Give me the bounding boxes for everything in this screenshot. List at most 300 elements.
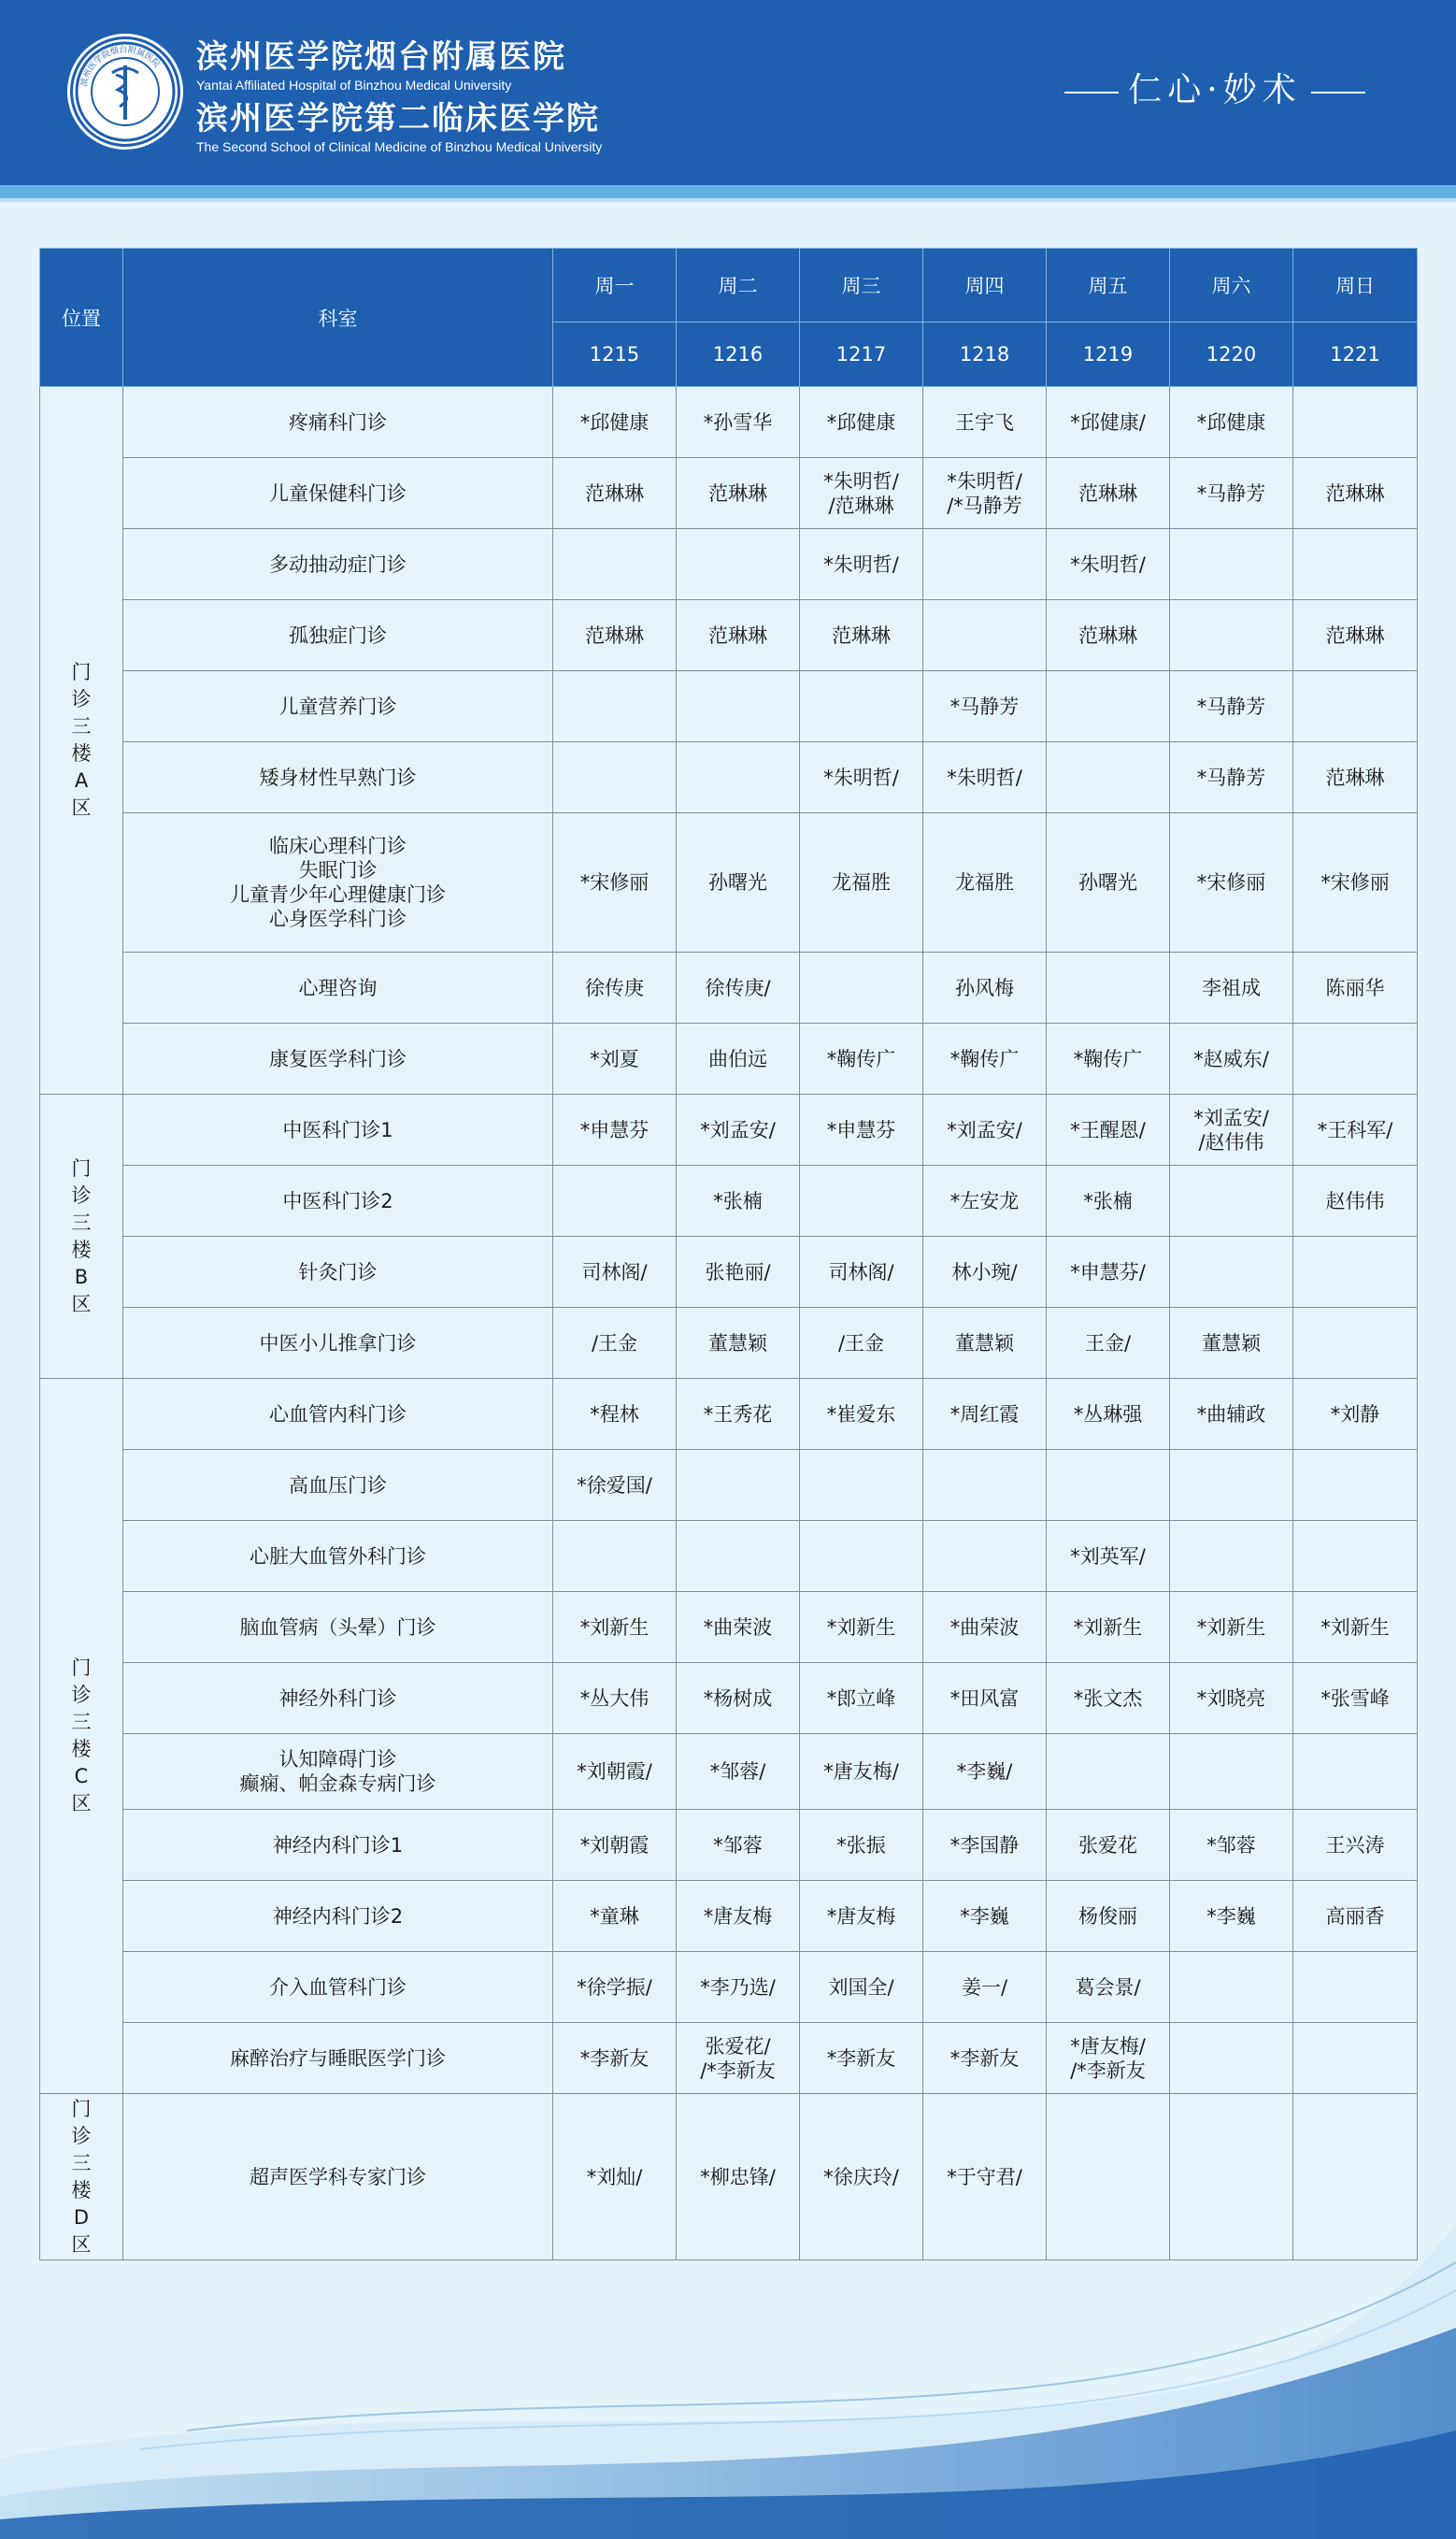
department-name-line: 认知障碍门诊 bbox=[278, 1748, 397, 1771]
doctor-name: *朱明哲/ bbox=[823, 469, 899, 493]
doctor-name: *鞠传广 bbox=[949, 1047, 1020, 1070]
doctor-cell bbox=[677, 1734, 800, 1810]
doctor-name: 龙福胜 bbox=[955, 871, 1014, 894]
department-name bbox=[123, 2094, 553, 2260]
doctor-name: 王宇飞 bbox=[955, 410, 1014, 434]
zone-label-char: 诊 bbox=[71, 1183, 92, 1207]
doctor-cell bbox=[1293, 1237, 1418, 1308]
doctor-name: *邱健康/ bbox=[1070, 410, 1146, 434]
doctor-cell bbox=[1170, 1734, 1293, 1810]
doctor-cell bbox=[1293, 1881, 1418, 1952]
department-name-line: 中医科门诊1 bbox=[282, 1118, 393, 1141]
doctor-cell bbox=[800, 1734, 923, 1810]
doctor-cell bbox=[800, 1237, 923, 1308]
doctor-name: *崔爱东 bbox=[826, 1402, 896, 1426]
doctor-name: *鞠传广 bbox=[826, 1047, 896, 1070]
doctor-cell bbox=[677, 387, 800, 458]
doctor-cell bbox=[1293, 742, 1418, 813]
doctor-cell bbox=[923, 953, 1047, 1024]
doctor-name: *宋修丽 bbox=[1320, 871, 1390, 894]
doctor-cell bbox=[553, 1881, 677, 1952]
doctor-name: *刘朝霞/ bbox=[577, 1760, 652, 1783]
department-name-line: 心脏大血管外科门诊 bbox=[250, 1544, 426, 1568]
doctor-cell bbox=[1293, 1592, 1418, 1663]
doctor-name: *刘新生 bbox=[826, 1615, 896, 1639]
department-name-line: 孤独症门诊 bbox=[289, 624, 387, 647]
doctor-name: 王兴涛 bbox=[1325, 1833, 1385, 1857]
day-header-mon: 周一 bbox=[553, 249, 677, 323]
doctor-cell bbox=[677, 1810, 800, 1881]
department-header: 科室 bbox=[123, 249, 553, 387]
doctor-cell bbox=[1170, 529, 1293, 600]
doctor-cell bbox=[800, 813, 923, 953]
schedule-row bbox=[40, 1881, 1418, 1952]
schedule-row bbox=[40, 1810, 1418, 1881]
doctor-name: *曲荣波 bbox=[949, 1615, 1020, 1639]
doctor-cell bbox=[1170, 1237, 1293, 1308]
doctor-name: *李巍 bbox=[960, 1904, 1009, 1928]
doctor-cell bbox=[923, 1095, 1047, 1166]
zone-label-char: 三 bbox=[71, 2151, 92, 2174]
zone-label-char: 诊 bbox=[71, 1684, 92, 1706]
doctor-cell bbox=[800, 387, 923, 458]
doctor-name: 陈丽华 bbox=[1325, 976, 1385, 999]
doctor-cell bbox=[923, 1024, 1047, 1095]
zone-label-char: 诊 bbox=[71, 2124, 92, 2147]
logo-text: 滨州医学院烟台附属医院 bbox=[79, 45, 162, 88]
zone-label-char: 三 bbox=[71, 1711, 92, 1733]
department-name bbox=[123, 1810, 553, 1881]
doctor-name: 高丽香 bbox=[1325, 1904, 1385, 1928]
doctor-cell bbox=[923, 387, 1047, 458]
zone-label-char: 楼 bbox=[71, 1738, 92, 1760]
doctor-cell bbox=[1293, 671, 1418, 742]
doctor-cell bbox=[1047, 1166, 1170, 1237]
doctor-cell bbox=[553, 1237, 677, 1308]
doctor-cell bbox=[1047, 1379, 1170, 1450]
doctor-name: *张楠 bbox=[1083, 1189, 1133, 1212]
doctor-name: *朱明哲/ bbox=[823, 552, 899, 576]
doctor-cell bbox=[800, 742, 923, 813]
doctor-cell bbox=[1170, 1810, 1293, 1881]
doctor-name: *申慧芬 bbox=[579, 1118, 649, 1141]
doctor-cell bbox=[1170, 742, 1293, 813]
doctor-cell bbox=[677, 1237, 800, 1308]
doctor-name: *刘朝霞 bbox=[579, 1833, 649, 1857]
doctor-name: 葛会景/ bbox=[1075, 1975, 1141, 1999]
doctor-cell bbox=[800, 2023, 923, 2094]
schedule-row bbox=[40, 1237, 1418, 1308]
doctor-cell bbox=[1047, 387, 1170, 458]
doctor-cell bbox=[1170, 458, 1293, 529]
doctor-cell bbox=[923, 671, 1047, 742]
doctor-name: *邱健康 bbox=[1196, 410, 1266, 434]
doctor-name: 杨俊丽 bbox=[1078, 1904, 1137, 1928]
doctor-name: *徐爱国/ bbox=[577, 1473, 652, 1497]
doctor-cell bbox=[1293, 1663, 1418, 1734]
doctor-cell bbox=[553, 1592, 677, 1663]
department-name bbox=[123, 1095, 553, 1166]
doctor-cell bbox=[677, 1024, 800, 1095]
doctor-name: *鞠传广 bbox=[1073, 1047, 1143, 1070]
doctor-name: *刘新生 bbox=[579, 1615, 649, 1639]
doctor-cell bbox=[923, 742, 1047, 813]
doctor-cell bbox=[1047, 458, 1170, 529]
doctor-name: *邱健康 bbox=[579, 410, 649, 434]
doctor-cell bbox=[1293, 458, 1418, 529]
doctor-name: *邹蓉 bbox=[1206, 1833, 1256, 1857]
motto-text: 仁心·妙术 bbox=[1128, 71, 1302, 109]
doctor-cell bbox=[1170, 1521, 1293, 1592]
department-name bbox=[123, 2023, 553, 2094]
doctor-cell bbox=[1170, 2023, 1293, 2094]
doctor-cell bbox=[553, 1379, 677, 1450]
doctor-cell bbox=[1047, 1734, 1170, 1810]
department-name bbox=[123, 813, 553, 953]
doctor-cell bbox=[553, 1663, 677, 1734]
schedule-row bbox=[40, 1592, 1418, 1663]
doctor-cell bbox=[923, 1166, 1047, 1237]
doctor-cell bbox=[923, 1521, 1047, 1592]
zone-label-char: B bbox=[74, 1265, 89, 1288]
doctor-name: 龙福胜 bbox=[832, 871, 891, 894]
department-name-line: 儿童营养门诊 bbox=[278, 695, 397, 718]
doctor-name: 孙风梅 bbox=[955, 976, 1014, 999]
zone-label bbox=[40, 2094, 123, 2260]
doctor-name: 孙曙光 bbox=[708, 871, 767, 894]
doctor-cell bbox=[1170, 1952, 1293, 2023]
doctor-cell bbox=[1293, 2023, 1418, 2094]
schedule-row bbox=[40, 1663, 1418, 1734]
doctor-name: 王金/ bbox=[1084, 1331, 1132, 1355]
doctor-cell bbox=[1293, 1450, 1418, 1521]
doctor-cell bbox=[677, 600, 800, 671]
doctor-cell bbox=[677, 458, 800, 529]
doctor-cell bbox=[1170, 671, 1293, 742]
doctor-cell bbox=[1047, 600, 1170, 671]
doctor-name: *杨树成 bbox=[703, 1686, 773, 1710]
department-name-line: 脑血管病（头晕）门诊 bbox=[239, 1615, 436, 1639]
doctor-name: *刘新生 bbox=[1073, 1615, 1143, 1639]
doctor-cell bbox=[1293, 1810, 1418, 1881]
doctor-name: *张振 bbox=[836, 1833, 886, 1857]
department-name-line: 心身医学科门诊 bbox=[269, 908, 407, 930]
doctor-name: /*李新友 bbox=[700, 2058, 776, 2082]
motto-line-right bbox=[1311, 92, 1365, 93]
doctor-name: *王科军/ bbox=[1317, 1118, 1393, 1141]
doctor-cell bbox=[923, 1881, 1047, 1952]
doctor-cell bbox=[1047, 1024, 1170, 1095]
doctor-cell bbox=[553, 1810, 677, 1881]
doctor-cell bbox=[1170, 1095, 1293, 1166]
doctor-name: 范琳琳 bbox=[585, 624, 644, 647]
doctor-cell bbox=[677, 953, 800, 1024]
schedule-row bbox=[40, 1379, 1418, 1450]
doctor-name: *李巍/ bbox=[956, 1760, 1013, 1783]
doctor-cell bbox=[1047, 1592, 1170, 1663]
doctor-name: *刘孟安/ bbox=[947, 1118, 1022, 1141]
schedule-row bbox=[40, 742, 1418, 813]
doctor-name: 曲伯远 bbox=[708, 1047, 767, 1070]
doctor-name: *刘孟安/ bbox=[700, 1118, 776, 1141]
doctor-cell bbox=[1170, 1308, 1293, 1379]
schedule-row bbox=[40, 1952, 1418, 2023]
department-name bbox=[123, 1663, 553, 1734]
doctor-cell bbox=[553, 600, 677, 671]
schedule-row bbox=[40, 813, 1418, 953]
doctor-name: *申慧芬/ bbox=[1070, 1260, 1146, 1284]
doctor-cell bbox=[553, 529, 677, 600]
doctor-cell bbox=[677, 529, 800, 600]
doctor-name: *童琳 bbox=[590, 1904, 639, 1928]
doctor-name: *孙雪华 bbox=[703, 410, 773, 434]
doctor-cell bbox=[553, 2094, 677, 2260]
doctor-cell bbox=[800, 458, 923, 529]
doctor-cell bbox=[553, 1095, 677, 1166]
department-name bbox=[123, 1592, 553, 1663]
doctor-cell bbox=[1170, 1379, 1293, 1450]
doctor-cell bbox=[1170, 813, 1293, 953]
department-name bbox=[123, 1521, 553, 1592]
doctor-cell bbox=[923, 1592, 1047, 1663]
doctor-cell bbox=[923, 458, 1047, 529]
doctor-name: *唐友梅 bbox=[703, 1904, 773, 1928]
zone-label-char: C bbox=[74, 1765, 89, 1787]
department-name bbox=[123, 458, 553, 529]
doctor-name: 范琳琳 bbox=[1325, 481, 1385, 505]
doctor-name: /*李新友 bbox=[1070, 2058, 1146, 2082]
doctor-cell bbox=[1293, 529, 1418, 600]
doctor-cell bbox=[1170, 953, 1293, 1024]
doctor-cell bbox=[800, 600, 923, 671]
doctor-cell bbox=[1293, 1024, 1418, 1095]
doctor-name: 赵伟伟 bbox=[1325, 1189, 1385, 1212]
day-header-fri: 周五 bbox=[1047, 249, 1170, 323]
department-name bbox=[123, 600, 553, 671]
doctor-cell bbox=[677, 813, 800, 953]
doctor-cell bbox=[677, 1308, 800, 1379]
schedule-row bbox=[40, 2094, 1418, 2260]
department-name bbox=[123, 1237, 553, 1308]
doctor-cell bbox=[1047, 1237, 1170, 1308]
doctor-name: *张楠 bbox=[713, 1189, 763, 1212]
doctor-name: 范琳琳 bbox=[585, 481, 644, 505]
doctor-cell bbox=[1047, 1663, 1170, 1734]
zone-label-char: 区 bbox=[71, 1792, 92, 1815]
hospital-brand bbox=[196, 37, 602, 161]
doctor-name: *宋修丽 bbox=[1196, 871, 1266, 894]
doctor-cell bbox=[800, 953, 923, 1024]
doctor-name: 范琳琳 bbox=[708, 624, 767, 647]
doctor-name: 孙曙光 bbox=[1078, 871, 1137, 894]
department-name-line: 中医小儿推拿门诊 bbox=[259, 1331, 417, 1355]
doctor-cell bbox=[800, 1952, 923, 2023]
doctor-name: *刘新生 bbox=[1320, 1615, 1390, 1639]
schedule-row bbox=[40, 1521, 1418, 1592]
doctor-name: *周红霞 bbox=[949, 1402, 1020, 1426]
zone-label-char: 门 bbox=[71, 2097, 92, 2120]
doctor-name: 张爱花 bbox=[1078, 1833, 1137, 1857]
motto bbox=[1037, 67, 1392, 114]
doctor-name: *李新友 bbox=[826, 2046, 896, 2070]
schedule-row bbox=[40, 1166, 1418, 1237]
doctor-cell bbox=[1170, 600, 1293, 671]
zone-label-char: D bbox=[73, 2205, 90, 2229]
doctor-name: *李乃选/ bbox=[700, 1975, 776, 1999]
hospital-name-cn: 滨州医学院烟台附属医院 bbox=[196, 38, 566, 76]
doctor-cell bbox=[923, 813, 1047, 953]
department-name bbox=[123, 1952, 553, 2023]
doctor-name: 司林阁/ bbox=[581, 1260, 648, 1284]
doctor-cell bbox=[1293, 953, 1418, 1024]
doctor-name: *马静芳 bbox=[1196, 766, 1266, 789]
department-name-line: 介入血管科门诊 bbox=[269, 1975, 407, 1999]
zone-label-char: 楼 bbox=[71, 2178, 92, 2202]
doctor-cell bbox=[1047, 1308, 1170, 1379]
doctor-cell bbox=[553, 953, 677, 1024]
doctor-name: 张爱花/ bbox=[705, 2034, 771, 2058]
department-name-line: 中医科门诊2 bbox=[282, 1189, 393, 1212]
doctor-cell bbox=[553, 742, 677, 813]
doctor-cell bbox=[1047, 1952, 1170, 2023]
doctor-cell bbox=[800, 1166, 923, 1237]
doctor-cell bbox=[553, 1952, 677, 2023]
department-name bbox=[123, 1379, 553, 1450]
doctor-cell bbox=[800, 1663, 923, 1734]
doctor-cell bbox=[1170, 1450, 1293, 1521]
doctor-cell bbox=[553, 387, 677, 458]
doctor-cell bbox=[1170, 2094, 1293, 2260]
doctor-cell bbox=[1293, 1308, 1418, 1379]
doctor-name: 李祖成 bbox=[1202, 976, 1261, 999]
position-header: 位置 bbox=[40, 249, 123, 387]
doctor-name: *王秀花 bbox=[703, 1402, 773, 1426]
doctor-cell bbox=[677, 1881, 800, 1952]
zone-label-char: 区 bbox=[71, 2232, 92, 2256]
zone-label-char: 诊 bbox=[71, 688, 92, 710]
doctor-cell bbox=[677, 1521, 800, 1592]
doctor-cell bbox=[553, 458, 677, 529]
doctor-cell bbox=[923, 1379, 1047, 1450]
schedule-row bbox=[40, 1450, 1418, 1521]
department-name bbox=[123, 1024, 553, 1095]
schedule-row bbox=[40, 529, 1418, 600]
schedule-row bbox=[40, 387, 1418, 458]
schedule-row bbox=[40, 600, 1418, 671]
doctor-name: *曲荣波 bbox=[703, 1615, 773, 1639]
doctor-name: *徐庆玲/ bbox=[823, 2165, 899, 2188]
zone-label-char: A bbox=[74, 769, 89, 792]
doctor-name: *朱明哲/ bbox=[1070, 552, 1146, 576]
doctor-cell bbox=[553, 1024, 677, 1095]
doctor-cell bbox=[677, 1952, 800, 2023]
doctor-name: *丛大伟 bbox=[579, 1686, 649, 1710]
doctor-cell bbox=[1047, 2023, 1170, 2094]
schedule-body bbox=[40, 387, 1418, 2260]
schedule-row bbox=[40, 1308, 1418, 1379]
doctor-cell bbox=[800, 1450, 923, 1521]
doctor-name: *田风富 bbox=[949, 1686, 1020, 1710]
doctor-cell bbox=[1047, 1810, 1170, 1881]
doctor-name: *李国静 bbox=[949, 1833, 1020, 1857]
header-stripe-light bbox=[0, 198, 1456, 202]
doctor-name: *张文杰 bbox=[1073, 1686, 1143, 1710]
department-name bbox=[123, 1308, 553, 1379]
zone-label-char: 区 bbox=[71, 1292, 92, 1315]
doctor-name: *朱明哲/ bbox=[823, 766, 899, 789]
doctor-cell bbox=[677, 1592, 800, 1663]
zone-label-char: 楼 bbox=[71, 1238, 92, 1261]
doctor-cell bbox=[553, 2023, 677, 2094]
doctor-name: *刘夏 bbox=[590, 1047, 639, 1070]
doctor-name: *徐学振/ bbox=[577, 1975, 652, 1999]
doctor-cell bbox=[1293, 600, 1418, 671]
department-name-line: 神经内科门诊2 bbox=[272, 1904, 404, 1928]
doctor-cell bbox=[1293, 1734, 1418, 1810]
doctor-cell bbox=[800, 2094, 923, 2260]
doctor-cell bbox=[800, 1379, 923, 1450]
date-header-thu: 1218 bbox=[923, 323, 1047, 387]
doctor-cell bbox=[800, 1810, 923, 1881]
doctor-name: 徐传庚/ bbox=[705, 976, 771, 999]
doctor-name: 范琳琳 bbox=[708, 481, 767, 505]
doctor-name: *柳忠锋/ bbox=[700, 2165, 776, 2188]
doctor-cell bbox=[1170, 1663, 1293, 1734]
department-name bbox=[123, 529, 553, 600]
doctor-name: 徐传庚 bbox=[585, 976, 644, 999]
department-name-line: 儿童保健科门诊 bbox=[269, 481, 407, 505]
schedule-row bbox=[40, 1024, 1418, 1095]
doctor-name: *邱健康 bbox=[826, 410, 896, 434]
schedule-row bbox=[40, 1734, 1418, 1810]
doctor-cell bbox=[1047, 671, 1170, 742]
department-name-line: 心理咨询 bbox=[298, 976, 378, 999]
doctor-name: *朱明哲/ bbox=[947, 469, 1022, 493]
department-name bbox=[123, 671, 553, 742]
date-header-sat: 1220 bbox=[1170, 323, 1293, 387]
department-name-line: 麻醉治疗与睡眠医学门诊 bbox=[230, 2046, 446, 2070]
doctor-cell bbox=[1170, 1881, 1293, 1952]
school-name-cn: 滨州医学院第二临床医学院 bbox=[196, 100, 600, 137]
date-header-wed: 1217 bbox=[800, 323, 923, 387]
doctor-name: /赵伟伟 bbox=[1198, 1130, 1264, 1154]
doctor-cell bbox=[1170, 1592, 1293, 1663]
doctor-name: *邹蓉 bbox=[713, 1833, 763, 1857]
doctor-name: 刘国全/ bbox=[828, 1975, 894, 1999]
zone-label bbox=[40, 1379, 123, 2094]
doctor-name: 林小琬/ bbox=[951, 1260, 1018, 1284]
doctor-name: *刘孟安/ bbox=[1193, 1106, 1269, 1129]
doctor-cell bbox=[923, 1308, 1047, 1379]
doctor-cell bbox=[677, 1663, 800, 1734]
doctor-name: *宋修丽 bbox=[579, 871, 649, 894]
zone-label bbox=[40, 387, 123, 1095]
zone-label-char: 门 bbox=[71, 1657, 92, 1679]
doctor-name: *丛琳强 bbox=[1073, 1402, 1143, 1426]
doctor-name: /*马静芳 bbox=[947, 494, 1022, 517]
department-name-line: 临床心理科门诊 bbox=[269, 835, 407, 857]
department-name bbox=[123, 1734, 553, 1810]
doctor-cell bbox=[1047, 1521, 1170, 1592]
doctor-name: *唐友梅/ bbox=[823, 1760, 899, 1783]
header-stripe bbox=[0, 185, 1456, 198]
doctor-name: 张艳丽/ bbox=[705, 1260, 771, 1284]
doctor-name: *张雪峰 bbox=[1320, 1686, 1390, 1710]
doctor-cell bbox=[553, 671, 677, 742]
zone-label-char: 三 bbox=[71, 1211, 92, 1234]
doctor-cell bbox=[923, 600, 1047, 671]
doctor-name: *李新友 bbox=[949, 2046, 1020, 2070]
